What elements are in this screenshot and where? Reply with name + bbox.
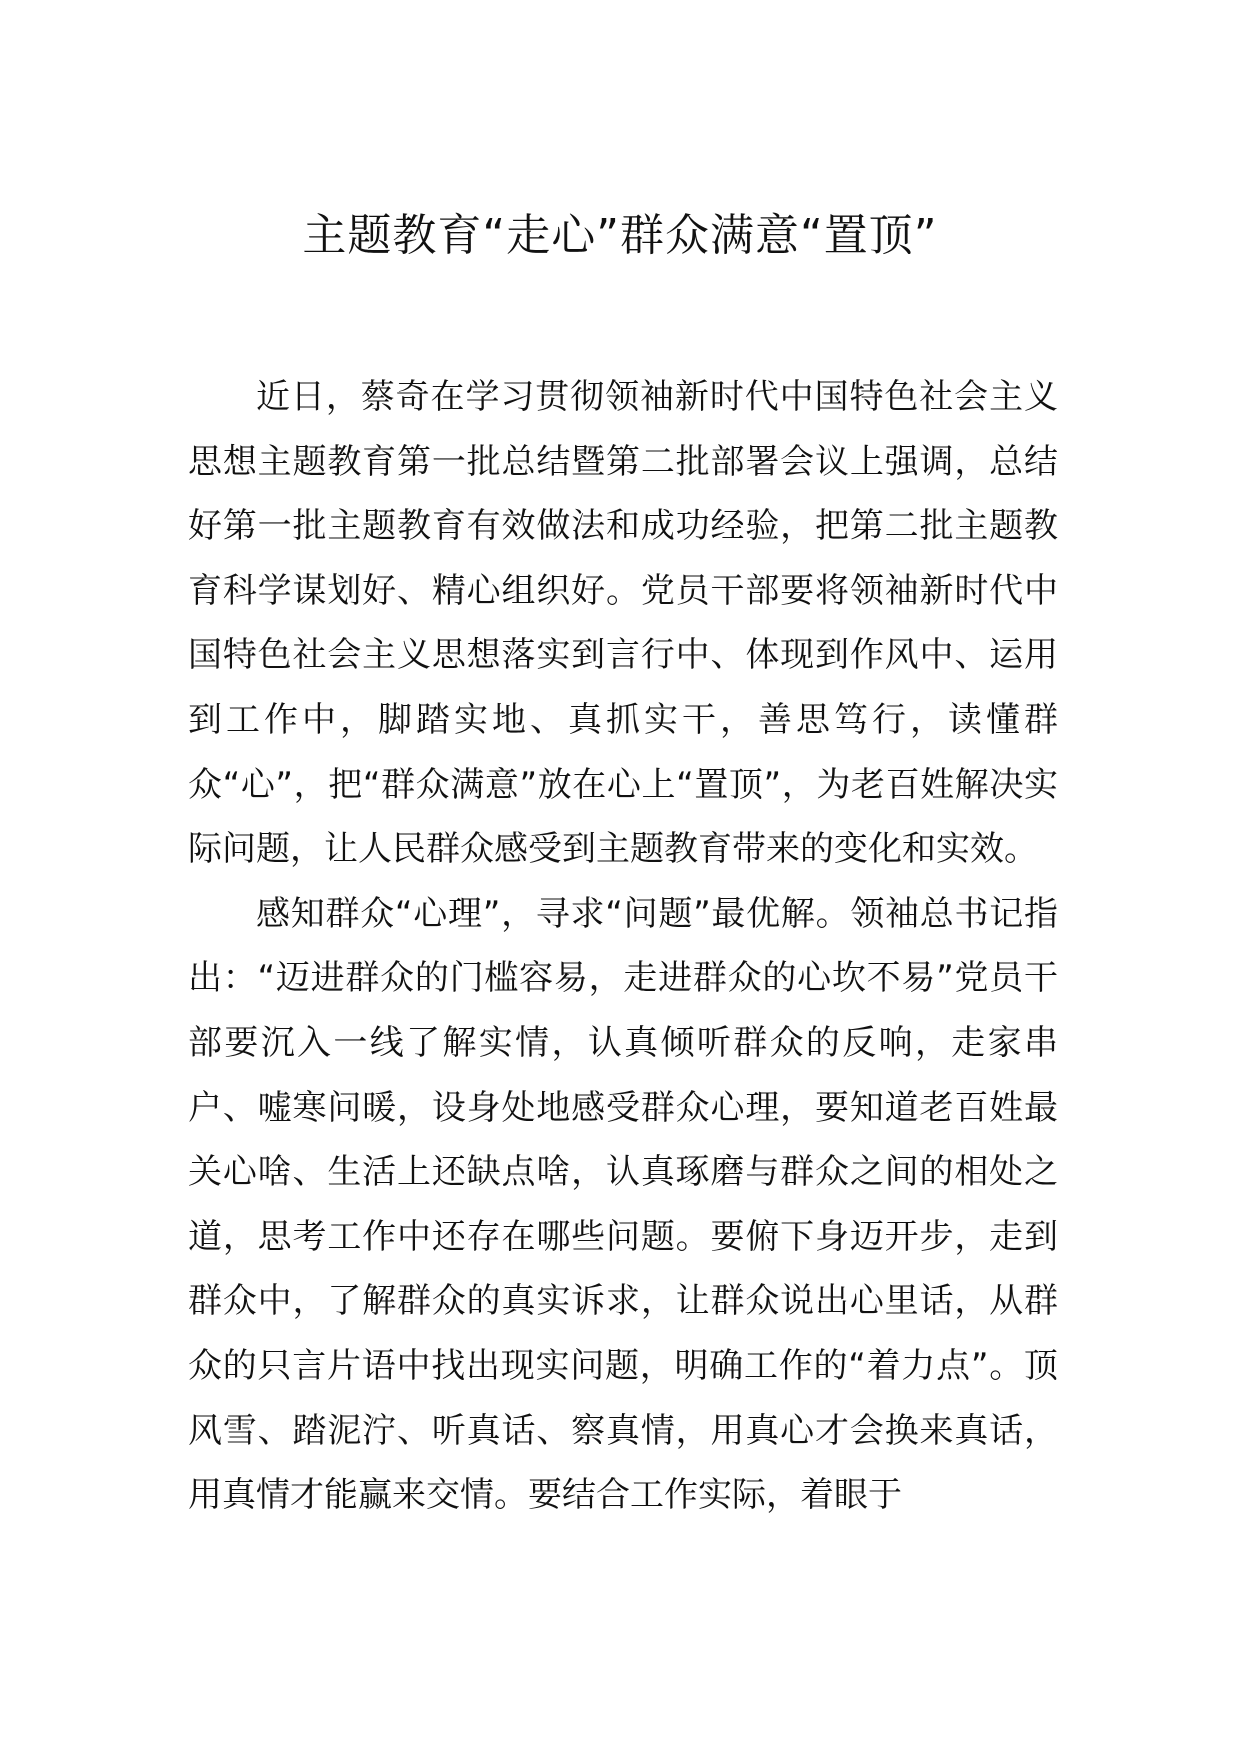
document-body <box>188 365 1058 1528</box>
paragraph: 近日，蔡奇在学习贯彻领袖新时代中国特色社会主义思想主题教育第一批总结暨第二批部署会议上强调，总结好第一批主题教育有效做法和成功经验，把第二批主题教育科学谋划好、精心组织好。党员干部要将领袖新时代中国特色社会主义思想落实到言行中、体现到作风中、运用到工作中，脚踏实地、真抓实干，善思笃行，读懂群众“心”，把“群众满意”放在心上“置顶”，为老百姓解决实际问题，让人民群众感受到主题教育带来的变化和实效。 <box>188 377 1058 870</box>
document-title: 主题教育“走心”群众满意“置顶” <box>302 210 938 261</box>
paragraph: 感知群众“心理”，寻求“问题”最优解。领袖总书记指出：“迈进群众的门槛容易，走进群众的心坎不易”党员干部要沉入一线了解实情，认真倾听群众的反响，走家串户、嘘寒问暖，设身处地感受群众心理，要知道老百姓最关心啥、生活上还缺点啥，认真琢磨与群众之间的相处之道，思考工作中还存在哪些问题。要俯下身迈开步，走到群众中，了解群众的真实诉求，让群众说出心里话，从群众的只言片语中找出现实问题，明确工作的“着力点”。顶风雪、踏泥泞、听真话、察真情，用真心才会换来真话，用真情才能赢来交情。要结合工作实际，着眼于 <box>188 893 1058 1516</box>
